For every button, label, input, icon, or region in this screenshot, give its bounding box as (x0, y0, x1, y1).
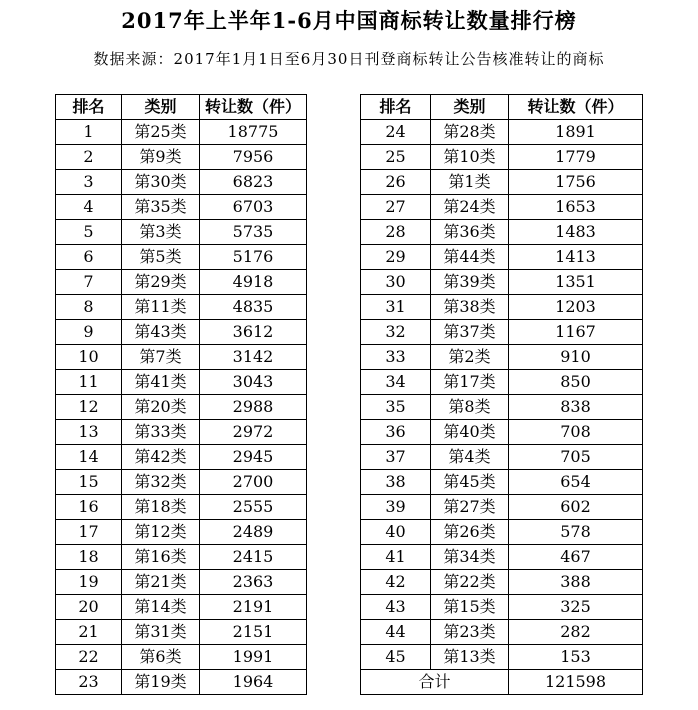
class-cell: 第32类 (122, 470, 200, 495)
class-cell: 第36类 (431, 220, 509, 245)
table-row (56, 395, 307, 420)
rank-cell: 5 (56, 220, 122, 245)
count-cell: 1891 (509, 120, 643, 145)
table-row (56, 170, 307, 195)
class-cell: 第35类 (122, 195, 200, 220)
class-cell: 第16类 (122, 545, 200, 570)
class-cell: 第30类 (122, 170, 200, 195)
rank-cell: 34 (361, 370, 431, 395)
class-cell: 第14类 (122, 595, 200, 620)
table-row (361, 245, 643, 270)
rank-cell: 44 (361, 620, 431, 645)
class-cell: 第20类 (122, 395, 200, 420)
rank-cell: 4 (56, 195, 122, 220)
table-row (361, 520, 643, 545)
count-cell: 2972 (200, 420, 307, 445)
rank-cell: 21 (56, 620, 122, 645)
table-row (361, 295, 643, 320)
rank-cell: 17 (56, 520, 122, 545)
table-row (361, 120, 643, 145)
rank-cell: 8 (56, 295, 122, 320)
rank-cell: 37 (361, 445, 431, 470)
class-cell: 第21类 (122, 570, 200, 595)
table-row (361, 495, 643, 520)
rank-cell: 33 (361, 345, 431, 370)
rank-cell: 24 (361, 120, 431, 145)
rank-cell: 19 (56, 570, 122, 595)
rank-cell: 31 (361, 295, 431, 320)
class-cell: 第37类 (431, 320, 509, 345)
rank-cell: 12 (56, 395, 122, 420)
count-cell: 602 (509, 495, 643, 520)
table-row (56, 670, 307, 695)
rank-cell: 39 (361, 495, 431, 520)
total-label: 合计 (361, 670, 509, 695)
class-cell: 第12类 (122, 520, 200, 545)
table-row (361, 195, 643, 220)
table-row (361, 345, 643, 370)
rank-cell: 10 (56, 345, 122, 370)
table-header-row (56, 95, 307, 120)
count-cell: 3142 (200, 345, 307, 370)
table-row (361, 545, 643, 570)
rank-cell: 42 (361, 570, 431, 595)
rank-cell: 41 (361, 545, 431, 570)
class-cell: 第44类 (431, 245, 509, 270)
count-cell: 578 (509, 520, 643, 545)
ranking-table-right (360, 94, 643, 695)
rank-cell: 20 (56, 595, 122, 620)
class-cell: 第39类 (431, 270, 509, 295)
count-cell: 708 (509, 420, 643, 445)
rank-cell: 32 (361, 320, 431, 345)
table-row (56, 120, 307, 145)
table-row (56, 570, 307, 595)
count-cell: 910 (509, 345, 643, 370)
table-row (361, 445, 643, 470)
table-row (361, 595, 643, 620)
rank-cell: 3 (56, 170, 122, 195)
table-row (56, 620, 307, 645)
class-cell: 第1类 (431, 170, 509, 195)
count-cell: 1351 (509, 270, 643, 295)
class-cell: 第40类 (431, 420, 509, 445)
count-cell: 1991 (200, 645, 307, 670)
table-row (361, 370, 643, 395)
rank-cell: 38 (361, 470, 431, 495)
class-cell: 第4类 (431, 445, 509, 470)
rank-cell: 11 (56, 370, 122, 395)
count-cell: 4918 (200, 270, 307, 295)
class-cell: 第10类 (431, 145, 509, 170)
count-cell: 838 (509, 395, 643, 420)
count-cell: 2363 (200, 570, 307, 595)
table-row (56, 195, 307, 220)
table-row (56, 145, 307, 170)
table-row (361, 620, 643, 645)
count-cell: 18775 (200, 120, 307, 145)
header-rank: 排名 (361, 95, 431, 120)
class-cell: 第5类 (122, 245, 200, 270)
rank-cell: 28 (361, 220, 431, 245)
table-row (56, 245, 307, 270)
class-cell: 第23类 (431, 620, 509, 645)
count-cell: 2700 (200, 470, 307, 495)
rank-cell: 23 (56, 670, 122, 695)
count-cell: 1203 (509, 295, 643, 320)
class-cell: 第6类 (122, 645, 200, 670)
table-row (56, 295, 307, 320)
header-class: 类别 (122, 95, 200, 120)
count-cell: 282 (509, 620, 643, 645)
rank-cell: 14 (56, 445, 122, 470)
table-row (56, 645, 307, 670)
rank-cell: 9 (56, 320, 122, 345)
class-cell: 第13类 (431, 645, 509, 670)
rank-cell: 6 (56, 245, 122, 270)
table-row (361, 570, 643, 595)
table-row (361, 220, 643, 245)
table-row (56, 545, 307, 570)
table-row (56, 470, 307, 495)
count-cell: 1779 (509, 145, 643, 170)
class-cell: 第29类 (122, 270, 200, 295)
count-cell: 325 (509, 595, 643, 620)
class-cell: 第31类 (122, 620, 200, 645)
table-row (56, 320, 307, 345)
class-cell: 第22类 (431, 570, 509, 595)
class-cell: 第9类 (122, 145, 200, 170)
class-cell: 第2类 (431, 345, 509, 370)
count-cell: 6823 (200, 170, 307, 195)
class-cell: 第38类 (431, 295, 509, 320)
table-row (56, 345, 307, 370)
count-cell: 467 (509, 545, 643, 570)
class-cell: 第41类 (122, 370, 200, 395)
class-cell: 第7类 (122, 345, 200, 370)
class-cell: 第43类 (122, 320, 200, 345)
table-row (361, 145, 643, 170)
table-row (361, 470, 643, 495)
class-cell: 第42类 (122, 445, 200, 470)
count-cell: 2151 (200, 620, 307, 645)
table-row (56, 445, 307, 470)
count-cell: 5735 (200, 220, 307, 245)
table-row (56, 370, 307, 395)
rank-cell: 16 (56, 495, 122, 520)
count-cell: 2555 (200, 495, 307, 520)
class-cell: 第3类 (122, 220, 200, 245)
header-count: 转让数（件） (509, 95, 643, 120)
count-cell: 388 (509, 570, 643, 595)
table-row (56, 495, 307, 520)
count-cell: 3043 (200, 370, 307, 395)
class-cell: 第15类 (431, 595, 509, 620)
count-cell: 850 (509, 370, 643, 395)
class-cell: 第25类 (122, 120, 200, 145)
count-cell: 705 (509, 445, 643, 470)
count-cell: 1483 (509, 220, 643, 245)
count-cell: 6703 (200, 195, 307, 220)
rank-cell: 1 (56, 120, 122, 145)
count-cell: 1413 (509, 245, 643, 270)
count-cell: 7956 (200, 145, 307, 170)
count-cell: 1964 (200, 670, 307, 695)
count-cell: 2489 (200, 520, 307, 545)
header-class: 类别 (431, 95, 509, 120)
count-cell: 3612 (200, 320, 307, 345)
class-cell: 第8类 (431, 395, 509, 420)
rank-cell: 27 (361, 195, 431, 220)
rank-cell: 40 (361, 520, 431, 545)
table-row (361, 645, 643, 670)
table-row (361, 420, 643, 445)
table-row (56, 270, 307, 295)
table-row (361, 270, 643, 295)
table-row (361, 320, 643, 345)
class-cell: 第45类 (431, 470, 509, 495)
rank-cell: 36 (361, 420, 431, 445)
rank-cell: 15 (56, 470, 122, 495)
table-row (56, 520, 307, 545)
count-cell: 5176 (200, 245, 307, 270)
header-count: 转让数（件） (200, 95, 307, 120)
rank-cell: 18 (56, 545, 122, 570)
header-rank: 排名 (56, 95, 122, 120)
table-row (361, 395, 643, 420)
rank-cell: 13 (56, 420, 122, 445)
class-cell: 第26类 (431, 520, 509, 545)
data-source-note: 数据来源：2017年1月1日至6月30日刊登商标转让公告核准转让的商标 (93, 50, 605, 68)
class-cell: 第27类 (431, 495, 509, 520)
rank-cell: 25 (361, 145, 431, 170)
class-cell: 第17类 (431, 370, 509, 395)
count-cell: 1653 (509, 195, 643, 220)
total-value: 121598 (509, 670, 643, 695)
rank-cell: 29 (361, 245, 431, 270)
count-cell: 2945 (200, 445, 307, 470)
count-cell: 2191 (200, 595, 307, 620)
total-row (361, 670, 643, 695)
rank-cell: 35 (361, 395, 431, 420)
class-cell: 第11类 (122, 295, 200, 320)
count-cell: 2415 (200, 545, 307, 570)
class-cell: 第34类 (431, 545, 509, 570)
table-row (56, 595, 307, 620)
count-cell: 153 (509, 645, 643, 670)
count-cell: 4835 (200, 295, 307, 320)
rank-cell: 45 (361, 645, 431, 670)
page-title: 2017年上半年1-6月中国商标转让数量排行榜 (121, 8, 577, 33)
count-cell: 654 (509, 470, 643, 495)
rank-cell: 2 (56, 145, 122, 170)
count-cell: 2988 (200, 395, 307, 420)
class-cell: 第24类 (431, 195, 509, 220)
table-row (56, 420, 307, 445)
rank-cell: 43 (361, 595, 431, 620)
ranking-table-left (55, 94, 307, 695)
class-cell: 第28类 (431, 120, 509, 145)
table-row (56, 220, 307, 245)
rank-cell: 26 (361, 170, 431, 195)
count-cell: 1167 (509, 320, 643, 345)
count-cell: 1756 (509, 170, 643, 195)
table-header-row (361, 95, 643, 120)
class-cell: 第19类 (122, 670, 200, 695)
class-cell: 第33类 (122, 420, 200, 445)
class-cell: 第18类 (122, 495, 200, 520)
rank-cell: 7 (56, 270, 122, 295)
table-row (361, 170, 643, 195)
rank-cell: 30 (361, 270, 431, 295)
rank-cell: 22 (56, 645, 122, 670)
